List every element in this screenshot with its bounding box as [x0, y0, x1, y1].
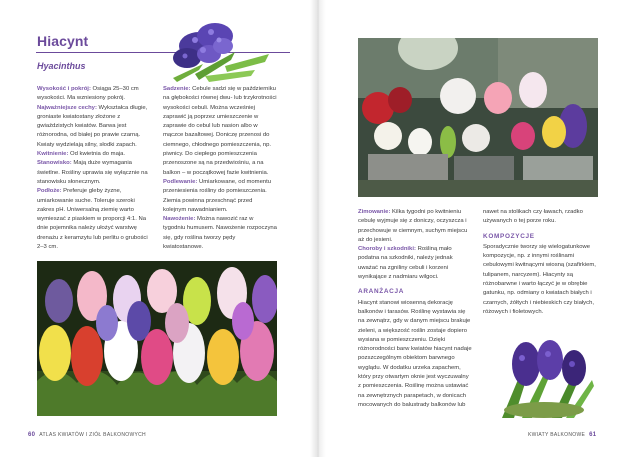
- text-column-3: [358, 208, 472, 410]
- purple-hyacinth-pot-image: [492, 340, 596, 418]
- paragraph-height: Wysokość i pokrój: Osiąga 25–30 cm wysokości. Ma wzniesiony pokrój.: [37, 86, 139, 102]
- page-number-right: 61: [589, 432, 597, 438]
- balcony-flowerpots-photo: [358, 38, 598, 197]
- paragraph-diseases: Choroby i szkodniki: Rośliną mało podatna na szkodniki, należy jednak uważać na zgniliny cebuli i korzeni wynikające z nadmiaru wilgoci.: [358, 246, 453, 281]
- chapter-title: KWIATY BALKONOWE: [528, 432, 586, 438]
- paragraph-fertilizing: Nawożenie: Można nawozić raz w tygodniu humusem. Nawożenie rozpoczyna się, gdy roślina tworzy pędy kwiatostanowe.: [163, 216, 277, 251]
- paragraph-aranzacja: Hiacynt stanowi wiosenną dekorację balkonów i tarasów. Roślinę wystawia się na zewnątrz, gdy w danym miejscu brakuje zieleni, a większość roślin zostaje dopiero wysiana w pomieszczeniu. Dzięki różnorodności barw kwiatów hiacynt nadaje pozszczególnym obiektom barwnego wyglądu. W dodatku urzeka zapachem, który przy otwartym oknie jest wyczuwalny z pomieszczenia. Roślinę można ustawiać na zewnętrznych parapetach, w donicach mocowanych do balustrady balkonów lub: [358, 299, 472, 408]
- page-number-left: 60: [28, 432, 36, 438]
- paragraph-planting: Sadzenie: Cebule sadzi się w październiku na głębokości równej dwu- lub trzykrotności wysokości cebuli. Można wcześniej zaprawić ją poprzez umieszczenie w zaprawie do cebul lub nasion albo w mączce bazaltowej. Doniczę przenosi do ciemnego, chłodnego pomieszczenia, np. piwnicy. Do ciepłego pomieszczenia przenoszone są na przedwiośniu, a na balkon – w początkowej fazie kwitnienia.: [163, 86, 277, 176]
- book-title: ATLAS KWIATÓW I ZIÓŁ BALKONOWYCH: [39, 432, 146, 438]
- paragraph-watering: Podlewanie: Umiarkowane, od momentu przeniesienia rośliny do pomieszczenia. Ziemia powinna przeschnąć przed kolejnym nawadnianiem.: [163, 178, 272, 213]
- paragraph-aranzacja-cont: nawet na stolikach czy ławach, rzadko używanych o tej porze roku.: [483, 209, 583, 225]
- paragraph-wintering: Zimowanie: Kilka tygodni po kwitnieniu cebulę wyjmuje się z doniczy, oczyszcza i przechowuje w ciemnym, suchym miejscu aż do jesieni.: [358, 209, 468, 243]
- text-column-1: [37, 85, 153, 252]
- right-footer: [528, 432, 600, 438]
- page-title: Hiacynt: [37, 33, 89, 49]
- heading-aranzacja: ARANŻACJA: [358, 288, 405, 296]
- paragraph-blooming: Kwitnienie: Od kwietnia do maja.: [37, 151, 126, 158]
- book-gutter: [310, 0, 326, 457]
- paragraph-kompozycje: Sporadycznie tworzy się wielogatunkowe kompozycje, np. z innymi roślinami cebulowymi kwitnącymi wiosną (szafirkiem, tulipanem, narcyzem). Hiacynty są różnobarwne i warto łączyć je w obrębie gatunku, np. odmiany o kwiatach białych i czarnych, żółtych i niebieskich czy białych, różowych i fioletowych.: [483, 243, 596, 315]
- hyacinth-field-photo: [37, 261, 277, 416]
- text-column-2: [163, 85, 277, 252]
- hyacinth-bouquet-image: [165, 16, 275, 86]
- heading-kompozycje: KOMPOZYCJE: [483, 232, 535, 240]
- paragraph-soil: Podłoże: Preferuje gleby żyzne, umiarkowanie suche. Toleruje szeroki zakres pH. Uniwersalną ziemię warto wymieszać z piaskiem w proporcji 4:1. Na dnie pojemnika należy ułożyć warstwę drenażu z keramzytu lub perlitu o grubości 2–3 cm.: [37, 188, 148, 251]
- left-footer: [24, 432, 146, 438]
- paragraph-position: Stanowisko: Mają duże wymagania świetlne. Rośliny uprawia się wyłącznie na stanowisku słonecznym.: [37, 160, 148, 185]
- text-column-4: [483, 208, 597, 317]
- latin-name: Hyacinthus: [37, 61, 86, 71]
- paragraph-features: Najważniejsze cechy: Wykształca długie, groniaste kwiatostany złożone z gwiaździstych kwiatów. Barwa jest różnorodna, od białej po prawie czarną. Kwiaty wydzielają silny, słodki zapach.: [37, 104, 148, 148]
